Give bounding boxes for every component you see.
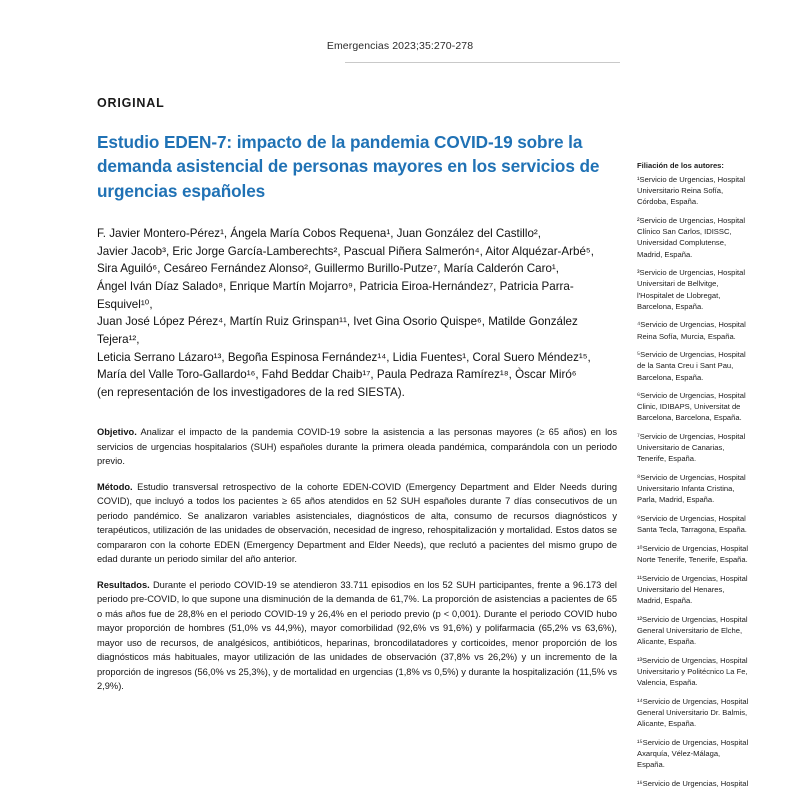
affiliation-item: ¹⁰Servicio de Urgencias, Hospital Norte Tenerife, Tenerife, España. (637, 543, 749, 565)
author-line: Javier Jacob³, Eric Jorge García-Lamberechts², Pascual Piñera Salmerón⁴, Aitor Alquézar-Arbé⁵, (97, 244, 594, 258)
affiliation-item: ⁵Servicio de Urgencias, Hospital de la Santa Creu i Sant Pau, Barcelona, España. (637, 350, 746, 382)
affiliation-item: ⁶Servicio de Urgencias, Hospital Clinic, IDIBAPS, Universitat de Barcelona, Barcelona, España. (637, 391, 746, 423)
author-line: Leticia Serrano Lázaro¹³, Begoña Espinosa Fernández¹⁴, Lidia Fuentes¹, Coral Suero Méndez¹⁵, (97, 350, 591, 364)
abstract-method (97, 480, 617, 567)
page-title: Estudio EDEN-7: impacto de la pandemia COVID-19 sobre la demanda asistencial de personas mayores en los servicios de urgencias españoles (97, 132, 600, 201)
affiliations-column (637, 160, 749, 796)
affiliation-item: ¹⁵Servicio de Urgencias, Hospital Axarquía, Vélez-Málaga, España. (637, 737, 749, 769)
affiliation-item: ¹²Servicio de Urgencias, Hospital General Universitario de Elche, Alicante, España. (637, 614, 748, 646)
author-line: María del Valle Toro-Gallardo¹⁶, Fahd Beddar Chaib¹⁷, Paula Pedraza Ramírez¹⁸, Òscar Miró⁶ (97, 368, 577, 382)
affiliation-item: ¹⁶Servicio de Urgencias, Hospital (637, 778, 749, 788)
affiliation-item: ¹¹Servicio de Urgencias, Hospital Universitario del Henares, Madrid, España. (637, 573, 748, 605)
main-column (97, 96, 617, 705)
abstract-method-label: Método. (97, 481, 133, 492)
affiliations-heading: Filiación de los autores: (637, 161, 724, 170)
affiliation-item: ²Servicio de Urgencias, Hospital Clínico San Carlos, IDISSC, Universidad Complutense, Madrid, España. (637, 216, 746, 259)
author-line: Sira Aguiló⁶, Cesáreo Fernández Alonso², Guillermo Burillo-Putze⁷, María Calderón Caro¹, (97, 262, 559, 276)
affiliation-item: ⁴Servicio de Urgencias, Hospital Reina Sofía, Murcia, España. (637, 320, 746, 341)
abstract-method-text: Estudio transversal retrospectivo de la cohorte EDEN-COVID (Emergency Department and Elder Needs during COVID), que incluyó a todos los pacientes ≥ 65 años atendidos en 52 SUH españoles durante 7 días consecutivos de un periodo pandémico. Se analizaron variables asistenciales, diagnósticos de alta, consumo de recursos diagnósticos y terapéuticos, utilización de las unidades de observación, necesidad de ingreso, rehospitalización y mortalidad. Estos datos se compararon con la cohorte EDEN (Emergency Department and Elder Needs), que reclutó a pacientes del mismo grupo de edad durante un periodo similar del año anterior. (97, 481, 617, 565)
affiliation-item: ⁷Servicio de Urgencias, Hospital Universitario de Canarias, Tenerife, España. (637, 432, 746, 464)
affiliation-item: ¹⁴Servicio de Urgencias, Hospital General Universitario Dr. Balmis, Alicante, España. (637, 696, 749, 728)
abstract-results (97, 578, 617, 694)
abstract-objective-label: Objetivo. (97, 427, 137, 438)
author-line: Ángel Iván Díaz Salado⁸, Enrique Martín Mojarro⁹, Patricia Eiroa-Hernández⁷, Patricia Parra-Esquivel¹⁰, (97, 280, 574, 311)
abstract-results-label: Resultados. (97, 579, 150, 590)
abstract-objective-text: Analizar el impacto de la pandemia COVID-19 sobre la asistencia a las personas mayores (≥ 65 años) en los servicios de urgencias hospitalarios (SUH) españoles durante la primera oleada pandémica, comparándola con un periodo previo. (97, 427, 617, 467)
affiliation-item: ⁹Servicio de Urgencias, Hospital Santa Tecla, Tarragona, España. (637, 514, 747, 535)
affiliation-item: ¹Servicio de Urgencias, Hospital Universitario Reina Sofía, Córdoba, España. (637, 175, 746, 207)
affiliation-item: ⁸Servicio de Urgencias, Hospital Universitario Infanta Cristina, Parla, Madrid, España. (637, 473, 746, 505)
abstract-results-text: Durante el periodo COVID-19 se atendieron 33.711 episodios en los 52 SUH participantes, frente a 96.173 del periodo pre-COVID, lo que supone una disminución de la demanda de 61,7%. La proporción de asistencias a pacientes de 65 o más años fue de 28,8% en el periodo COVID-19 y 26,4% en el periodo previo (p < 0,001). Durante el periodo COVID hubo mayor proporción de hombres (51,0% vs 44,9%), mayor comorbilidad (92,6% vs 91,6%) y polifarmacia (65,2% vs 63,6%), mayor uso de recursos, de analgésicos, antibióticos, heparinas, broncodilatadores y corticoides, menor proporción de los diagnósticos más habituales, mayor utilización de las unidades de observación (37,8% vs 26,2%) y un incremento de la proporción de ingresos (56,0% vs 25,3%), y de mortalidad en urgencias (1,8% vs 0,5%) y durante la hospitalización (11,5% vs 2,9%). (97, 579, 617, 692)
author-group-line: (en representación de los investigadores de la red SIESTA). (97, 385, 405, 399)
author-list (97, 225, 617, 401)
running-head: Emergencias 2023;35:270-278 (326, 40, 474, 52)
article-type-kicker: ORIGINAL (97, 96, 165, 110)
author-line: F. Javier Montero-Pérez¹, Ángela María Cobos Requena¹, Juan González del Castillo², (97, 227, 541, 241)
abstract-objective (97, 425, 617, 469)
affiliation-item: ¹³Servicio de Urgencias, Hospital Universitario y Politécnico La Fe, Valencia, España. (637, 655, 748, 687)
author-line: Juan José López Pérez⁴, Martín Ruiz Grinspan¹¹, Ivet Gina Osorio Quispe⁶, Matilde González Tejera¹², (97, 315, 578, 346)
header-divider (345, 62, 620, 63)
affiliation-item: ³Servicio de Urgencias, Hospital Universitari de Bellvitge, l'Hospitalet de Llobregat, Barcelona, España. (637, 268, 746, 311)
